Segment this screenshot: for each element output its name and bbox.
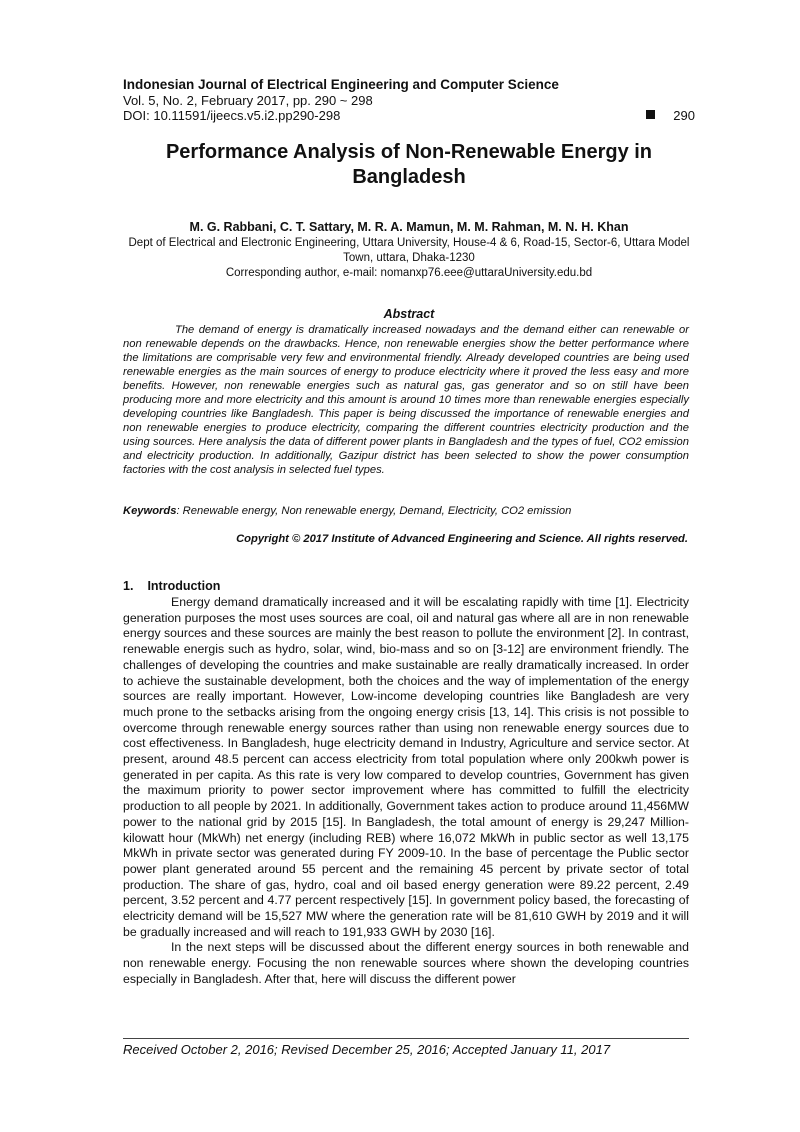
corresponding-author: Corresponding author, e-mail: nomanxp76.eee@uttaraUniversity.edu.bd bbox=[225, 267, 593, 279]
journal-name: Indonesian Journal of Electrical Engineering and Computer Science bbox=[123, 77, 559, 92]
page-number: 290 bbox=[673, 108, 695, 123]
journal-volume: Vol. 5, No. 2, February 2017, pp. 290 ~ 298 bbox=[123, 93, 373, 108]
affiliation: Dept of Electrical and Electronic Engineering, Uttara University, House-4 & 6, Road-15, Sector-6, Uttara Model Town, uttara, Dhaka-1230 bbox=[128, 237, 690, 264]
abstract-heading: Abstract bbox=[383, 307, 435, 321]
affiliation-block bbox=[123, 236, 695, 281]
paragraph: Energy demand dramatically increased and it will be escalating rapidly with time [1]. Electricity generation purposes the most uses sources are coal, oil and natural gas where all are in non renewable energy sources and these sources are mainly the best reason to pollute the environment [2]. In contrast, renewable energis such as hydro, solar, wind, bio-mass and so on [3-12] are environment friendly. The challenges of developing the countries and make sustainable are really dramatically increased. In order to achieve the sustainable development, both the choices and the way of implementation of the energy sources are really important. However, Low-income developing countries like Bangladesh are very much prone to the setbacks arising from the ongoing energy crisis [13, 14]. This crisis is not possible to overcome through renewable energy sources rather than using non renewable energy sources due to cost effectiveness. In Bangladesh, huge electricity demand in Industry, Agriculture and service sector. At present, around 48.5 percent can access electricity from total population where only 200kwh power is generated in per capita. As this rate is very low compared to develop countries, Government has given the maximum priority to power sector improvement where has committed to fulfill the electricity production to all people by 2021. In additionally, Government takes action to produce around 11,456MW power to the national grid by 2015 [15]. In Bangladesh, the total amount of energy is 29,247 Million-kilowatt hour (MkWh) net energy (including REB) where 16,072 MkWh in public sector as well 13,175 MkWh in private sector was generated during FY 2009-10. In the base of percentage the Public sector power plant generated around 55 percent and the remaining 45 percent by private sector of total production. The share of gas, hydro, coal and oil based energy generation were 89.22 percent, 2.49 percent, 3.52 percent and 4.77 percent respectively [15]. In government policy based, the forecasting of electricity demand will be 15,527 MW where the generation rate will be 81,610 GWH by 2019 and it will be gradually increased and will reach to 191,933 GWH by 2030 [16]. bbox=[123, 595, 689, 939]
keywords-label: Keywords bbox=[123, 505, 177, 517]
section-body bbox=[123, 595, 689, 988]
square-bullet-icon bbox=[646, 110, 655, 119]
section-heading bbox=[123, 579, 220, 593]
abstract-text: The demand of energy is dramatically increased nowadays and the demand either can renewable or non renewable depends on the drawbacks. Hence, non renewable energies show the better performance where the limitations are comprisable very few and environmental friendly. Already developed countries are being used renewable energies as the main sources of energy to produce electricity where it proved the less easy and more benefits. However, non renewable energies such as natural gas, gas generator and so on still have been producing more and more electricity and this amount is around 10 times more than renewable energies especially developing countries like Bangladesh. This paper is being discussed the importance of renewable energies and non renewable energies to produce electricity, comparing the different countries electricity production and the using sources. Here analysis the data of different power plants in Bangladesh and the types of fuel, CO2 emission and electricity production. In additionally, Gazipur district has been selected to show the power consumption factories with the cost analysis in selected fuel types. bbox=[123, 324, 689, 476]
keywords-text: : Renewable energy, Non renewable energy, Demand, Electricity, CO2 emission bbox=[176, 505, 572, 517]
section-number: 1. bbox=[123, 579, 134, 593]
paper-title: Performance Analysis of Non-Renewable Energy in Bangladesh bbox=[165, 141, 653, 188]
footer-divider bbox=[123, 1038, 689, 1039]
page-number-block bbox=[646, 108, 695, 123]
keywords bbox=[123, 505, 695, 517]
authors: M. G. Rabbani, C. T. Sattary, M. R. A. Mamun, M. M. Rahman, M. N. H. Khan bbox=[189, 220, 629, 234]
doi: DOI: 10.11591/ijeecs.v5.i2.pp290-298 bbox=[123, 108, 341, 123]
copyright-notice: Copyright © 2017 Institute of Advanced Engineering and Science. All rights reserved. bbox=[236, 533, 688, 545]
section-title: Introduction bbox=[147, 579, 221, 593]
paragraph: In the next steps will be discussed about the different energy sources in both renewable and non renewable energy. Focusing the non renewable sources where shown the developing countries especially in Bangladesh. After that, here will discuss the different power bbox=[123, 940, 689, 986]
received-dates: Received October 2, 2016; Revised December 25, 2016; Accepted January 11, 2017 bbox=[123, 1042, 611, 1057]
